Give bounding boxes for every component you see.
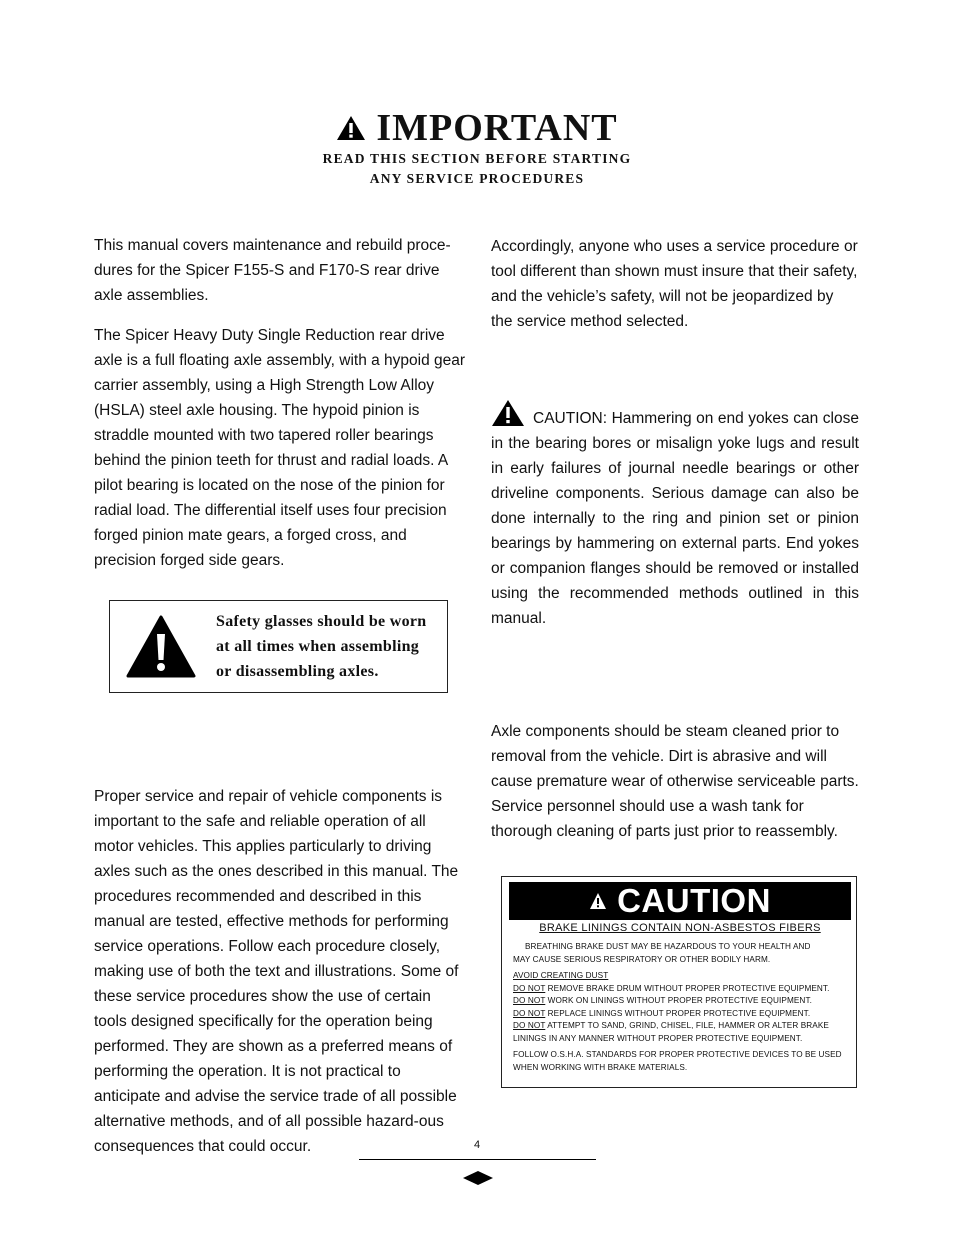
do-not-label: DO NOT xyxy=(513,1021,546,1030)
page-number: 4 xyxy=(473,1139,481,1151)
hammering-caution-paragraph xyxy=(491,399,859,631)
safety-line-1: Safety glasses should be worn xyxy=(216,613,427,630)
dust-rules xyxy=(513,970,847,1045)
service-repair-text: Proper service and repair of vehicle components is important to the safe and reliable operation of all motor vehicles. This applies particularly to driving axles such as the ones described in this manual. The procedures recommended and described in this manual are tested, effective methods for performing service operations. Follow each procedure closely, making use of both the text and illustrations. Some of these service procedures show the use of certain tools designed specifically for the operation being performed. They are shown as a preferred means of performing the operation. It is not practical to anticipate and advise the service trade of all possible alternative methods, and of all possible hazard-ous consequences that could occur. xyxy=(94,788,459,1155)
hammering-caution-text: CAUTION: Hammering on end yokes can close in the bearing bores or misalign yoke lugs and result in early failures of journal needle bearings or other driveline components. Serious damage can also be done internally to the ring and pinion set or pinion bearings by hammering on external parts. End yokes or companion flanges should be removed or installed using the recommended methods outlined in this manual. xyxy=(491,410,859,627)
accordingly-text: Accordingly, anyone who uses a service procedure or tool different than shown must insure that their safety, and the vehicle’s safety, will not be jeopardized by the service method selected. xyxy=(491,238,858,330)
rule-1-text: REMOVE BRAKE DRUM WITHOUT PROPER PROTECTIVE EQUIPMENT. xyxy=(547,983,830,993)
safety-line-2: at all times when assembling xyxy=(216,638,420,655)
page-header xyxy=(0,108,954,188)
osha-line-2: WHEN WORKING WITH BRAKE MATERIALS. xyxy=(513,1062,688,1072)
caution-banner xyxy=(509,882,851,920)
subtitle-line-1: READ THIS SECTION BEFORE STARTING xyxy=(322,151,632,166)
safety-line-3: or disassembling axles. xyxy=(216,663,379,680)
service-repair-paragraph xyxy=(94,784,466,1159)
rule-4 xyxy=(513,1020,847,1033)
intro-paragraph xyxy=(94,233,466,308)
do-not-label: DO NOT xyxy=(513,996,546,1005)
hammering-caution-block xyxy=(491,399,859,631)
steam-cleaning-paragraph xyxy=(491,719,859,844)
rule-4-text-line-1: ATTEMPT TO SAND, GRIND, CHISEL, FILE, HAMMER OR ALTER BRAKE xyxy=(547,1021,829,1030)
do-not-label: DO NOT xyxy=(513,1008,546,1018)
breathing-warning xyxy=(513,941,847,966)
warning-triangle-icon xyxy=(126,615,196,679)
accordingly-paragraph xyxy=(491,234,859,334)
rule-3-text: REPLACE LININGS WITHOUT PROPER PROTECTIVE EQUIPMENT. xyxy=(547,1008,811,1018)
footer-divider xyxy=(359,1159,596,1160)
brake-lining-caution-box xyxy=(501,876,857,1088)
breathing-line-2: MAY CAUSE SERIOUS RESPIRATORY OR OTHER BODILY HARM. xyxy=(513,954,771,964)
warning-triangle-icon xyxy=(336,115,366,141)
subtitle-line-2: ANY SERVICE PROCEDURES xyxy=(369,171,585,186)
caution-body xyxy=(513,941,847,1074)
safety-notice-text xyxy=(216,609,427,684)
steam-cleaning-text: Axle components should be steam cleaned prior to removal from the vehicle. Dirt is abrasive and will cause premature wear of otherwise serviceable parts. xyxy=(491,723,859,790)
rule-2 xyxy=(513,995,847,1008)
avoid-dust-heading: AVOID CREATING DUST xyxy=(513,971,609,980)
breathing-line-1: BREATHING BRAKE DUST MAY BE HAZARDOUS TO YOUR HEALTH AND xyxy=(525,942,811,951)
caution-banner-text: CAUTION xyxy=(617,882,771,919)
rule-1 xyxy=(513,983,847,996)
osha-line-1: FOLLOW O.S.H.A. STANDARDS FOR PROPER PROTECTIVE DEVICES TO BE USED xyxy=(513,1050,842,1059)
axle-description-text: The Spicer Heavy Duty Single Reduction rear drive axle is a full floating axle assembly, with a hypoid gear carrier assembly, using a High Strength Low Alloy (HSLA) steel axle housing. The hypoid pinion is straddle mounted with two tapered roller bearings behind the pinion teeth for thrust and radial loads. A pilot bearing is located on the nose of the pinion for radial load. The differential itself uses four precision forged pinion mate gears, a forged cross, and precision forged side gears. xyxy=(94,327,466,569)
osha-notice xyxy=(513,1049,847,1074)
rule-3 xyxy=(513,1008,847,1021)
rule-4-text-line-2: LININGS IN ANY MANNER WITHOUT PROPER PROTECTIVE EQUIPMENT. xyxy=(513,1033,803,1043)
title-row xyxy=(0,108,954,148)
rule-2-text: WORK ON LININGS WITHOUT PROPER PROTECTIVE EQUIPMENT. xyxy=(547,996,813,1005)
page-title: IMPORTANT xyxy=(376,107,618,149)
safety-glasses-notice xyxy=(109,600,448,693)
warning-triangle-icon xyxy=(491,399,525,427)
diamond-ornament-icon xyxy=(463,1170,493,1186)
caution-heading: BRAKE LININGS CONTAIN NON-ASBESTOS FIBERS xyxy=(539,922,821,934)
wash-tank-text: Service personnel should use a wash tank for thorough cleaning of parts just prior to reassembly. xyxy=(491,798,838,840)
axle-description-paragraph xyxy=(94,323,466,573)
intro-text: This manual covers maintenance and rebuild proce-dures for the Spicer F155-S and F170-S rear drive axle assemblies. xyxy=(94,237,451,304)
do-not-label: DO NOT xyxy=(513,983,546,993)
warning-triangle-icon xyxy=(589,892,607,910)
